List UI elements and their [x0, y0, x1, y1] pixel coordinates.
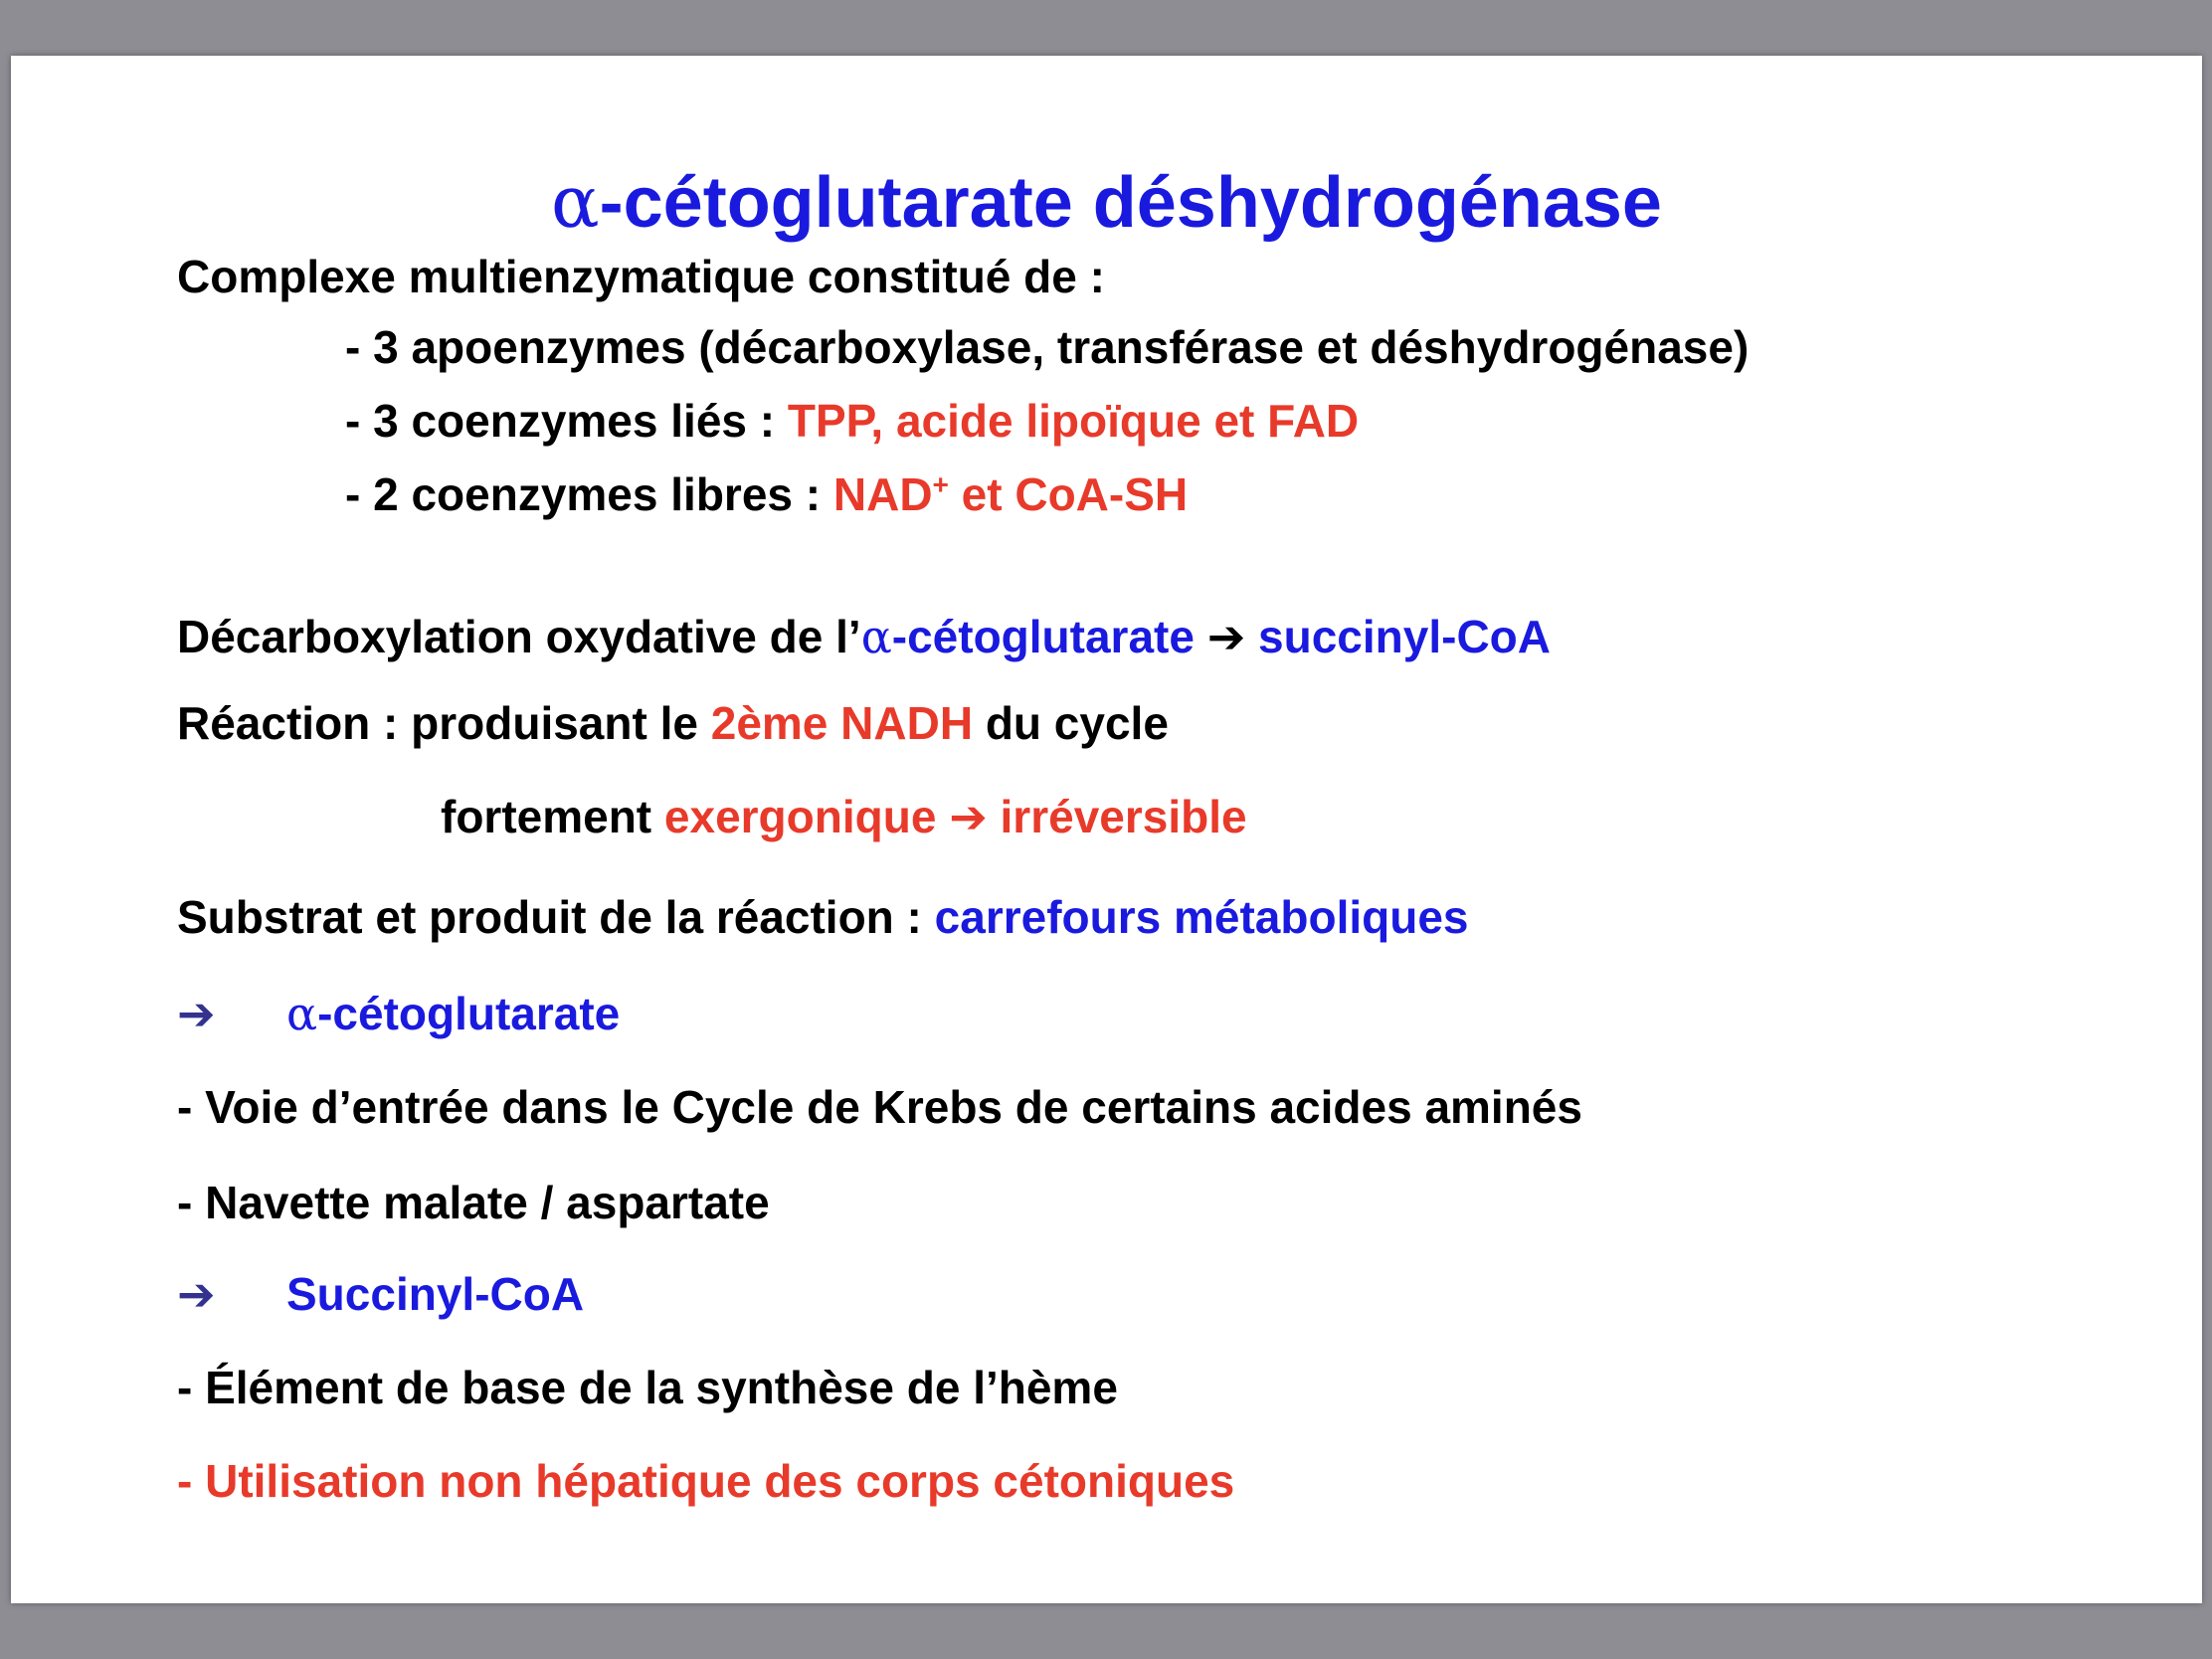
coenzymes-lies-label: - 3 coenzymes liés : — [345, 395, 788, 447]
apoenzymes-item: - 3 apoenzymes (décarboxylase, transférase et déshydrogénase) — [345, 321, 1750, 373]
coenzymes-lies-value: TPP, acide lipoïque et FAD — [787, 395, 1360, 447]
bullet-arrow-icon: ➔ — [177, 1267, 216, 1321]
succinyl-section-heading — [177, 1267, 584, 1321]
alpha-section-heading — [177, 987, 620, 1040]
slide-title — [11, 160, 2202, 244]
decarboxylation-line — [177, 610, 1551, 663]
reaction-prefix: Réaction : produisant le — [177, 697, 711, 749]
decarboxylation-product: succinyl-CoA — [1258, 611, 1551, 662]
reaction-line2-prefix: fortement — [441, 791, 664, 842]
right-arrow-icon: ➔ — [1206, 610, 1246, 663]
slide — [11, 56, 2202, 1603]
list-item-highlight: - Utilisation non hépatique des corps cétoniques — [177, 1455, 1235, 1507]
right-arrow-icon: ➔ — [949, 790, 988, 843]
coenzymes-libres-label: - 2 coenzymes libres : — [345, 468, 833, 520]
coenzymes-lies-item — [345, 394, 1359, 448]
title-text: -cétoglutarate déshydrogénase — [599, 163, 1662, 243]
reaction-suffix: du cycle — [973, 697, 1169, 749]
reaction-irreversible: irréversible — [1000, 791, 1247, 842]
nad-superscript: + — [932, 468, 949, 500]
reaction-line-2 — [441, 790, 1247, 843]
reaction-highlight: 2ème NADH — [710, 697, 974, 749]
alpha-section-label: -cétoglutarate — [317, 988, 621, 1039]
bullet-arrow-icon: ➔ — [177, 987, 216, 1040]
coenzymes-libres-item — [345, 467, 1188, 521]
list-item: - Élément de base de la synthèse de l’hème — [177, 1362, 1118, 1413]
substrat-prefix: Substrat et produit de la réaction : — [177, 891, 935, 943]
list-item: - Voie d’entrée dans le Cycle de Krebs de certains acides aminés — [177, 1081, 1582, 1133]
decarboxylation-alpha-symbol: α — [860, 610, 892, 663]
alpha-section-alpha-symbol: α — [286, 987, 318, 1040]
complexe-intro: Complexe multienzymatique constitué de : — [177, 251, 1105, 302]
nad-text: NAD — [832, 468, 933, 520]
list-item: - Navette malate / aspartate — [177, 1177, 770, 1228]
decarboxylation-substrate: -cétoglutarate — [891, 611, 1195, 662]
reaction-line — [177, 696, 1169, 750]
succinyl-section-label: Succinyl-CoA — [286, 1268, 585, 1320]
coa-sh-text: et CoA-SH — [948, 468, 1189, 520]
title-alpha-symbol: α — [551, 160, 600, 244]
substrat-line — [177, 890, 1469, 944]
reaction-exergonique: exergonique — [663, 791, 937, 842]
substrat-value: carrefours métaboliques — [934, 891, 1469, 943]
decarboxylation-prefix: Décarboxylation oxydative de l’ — [177, 611, 861, 662]
